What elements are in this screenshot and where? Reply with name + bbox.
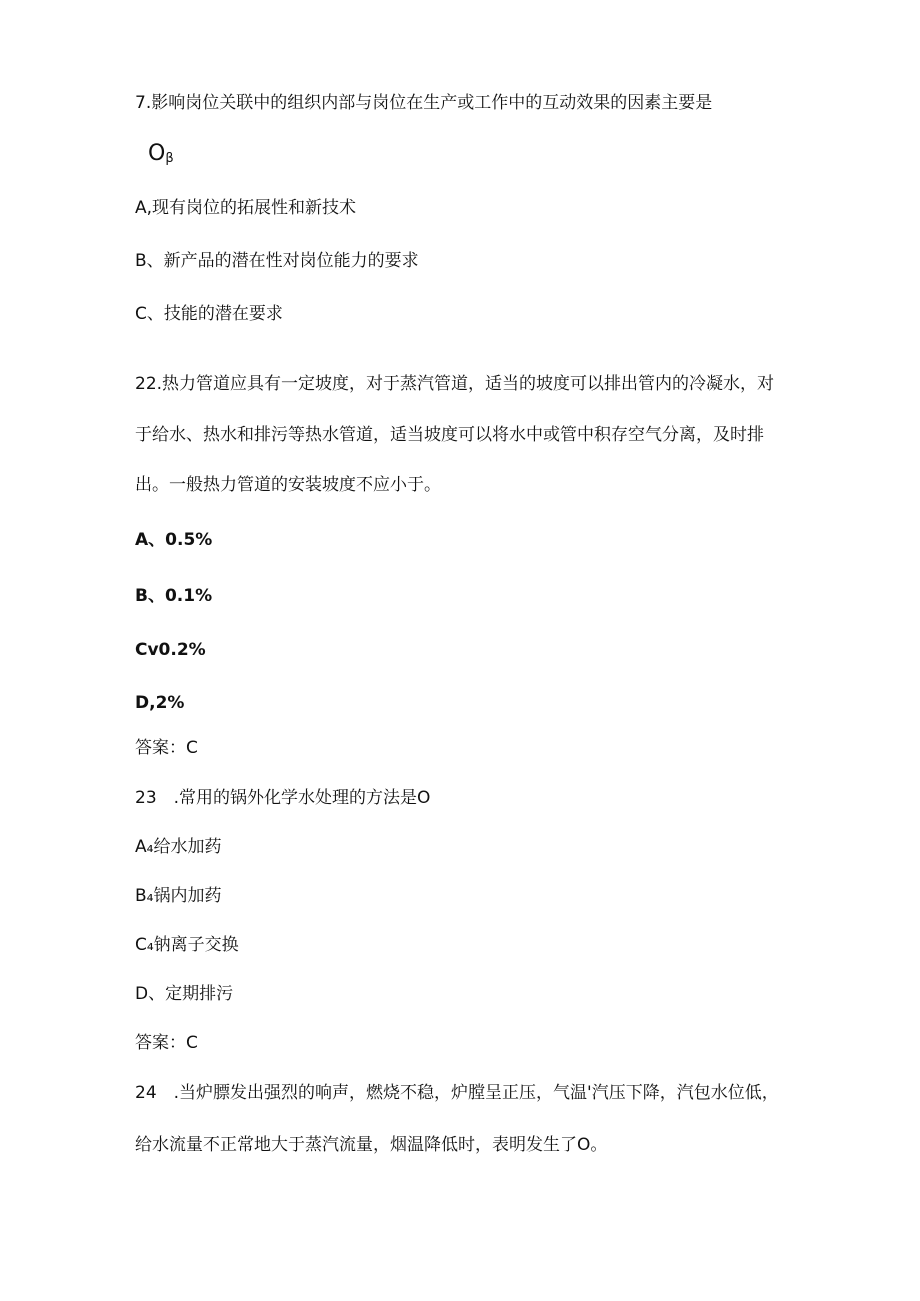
paren-main: O bbox=[148, 141, 166, 166]
question-24-text-line-2: 给水流量不正常地大于蒸汽流量，烟温降低时，表明发生了O。 bbox=[135, 1135, 608, 1155]
question-22-answer: 答案：C bbox=[135, 738, 198, 758]
question-23-answer: 答案：C bbox=[135, 1033, 198, 1053]
question-23-option-a: A₄给水加药 bbox=[135, 837, 222, 857]
question-22-option-c: Cv0.2% bbox=[135, 640, 206, 660]
question-23-option-c: C₄钠离子交换 bbox=[135, 935, 239, 955]
question-22-option-a: A、0.5% bbox=[135, 530, 213, 550]
paren-sub: β bbox=[165, 151, 174, 166]
question-23-text: 23 .常用的锅外化学水处理的方法是O bbox=[135, 788, 431, 808]
question-22-text-line-2: 于给水、热水和排污等热水管道，适当坡度可以将水中或管中积存空气分离，及时排 bbox=[135, 425, 764, 445]
question-7-option-a: A,现有岗位的拓展性和新技术 bbox=[135, 198, 357, 218]
question-23-option-d: D、定期排污 bbox=[135, 984, 234, 1004]
question-7-option-c: C、技能的潜在要求 bbox=[135, 304, 283, 324]
question-7-text: 7.影响岗位关联中的组织内部与岗位在生产或工作中的互动效果的因素主要是 bbox=[135, 93, 713, 113]
question-7-option-b: B、新产品的潜在性对岗位能力的要求 bbox=[135, 251, 419, 271]
question-22-option-d: D,2% bbox=[135, 693, 185, 713]
question-24-text-line-1: 24 .当炉膘发出强烈的响声，燃烧不稳，炉膛呈正压，气温'汽压下降，汽包水位低， bbox=[135, 1083, 779, 1103]
question-23-option-b: B₄锅内加药 bbox=[135, 886, 222, 906]
question-22-text-line-1: 22.热力管道应具有一定坡度，对于蒸汽管道，适当的坡度可以排出管内的冷凝水，对 bbox=[135, 374, 775, 394]
question-22-option-b: B、0.1% bbox=[135, 586, 213, 606]
question-22-text-line-3: 出。一般热力管道的安装坡度不应小于。 bbox=[135, 475, 441, 495]
question-7-paren bbox=[148, 142, 174, 171]
